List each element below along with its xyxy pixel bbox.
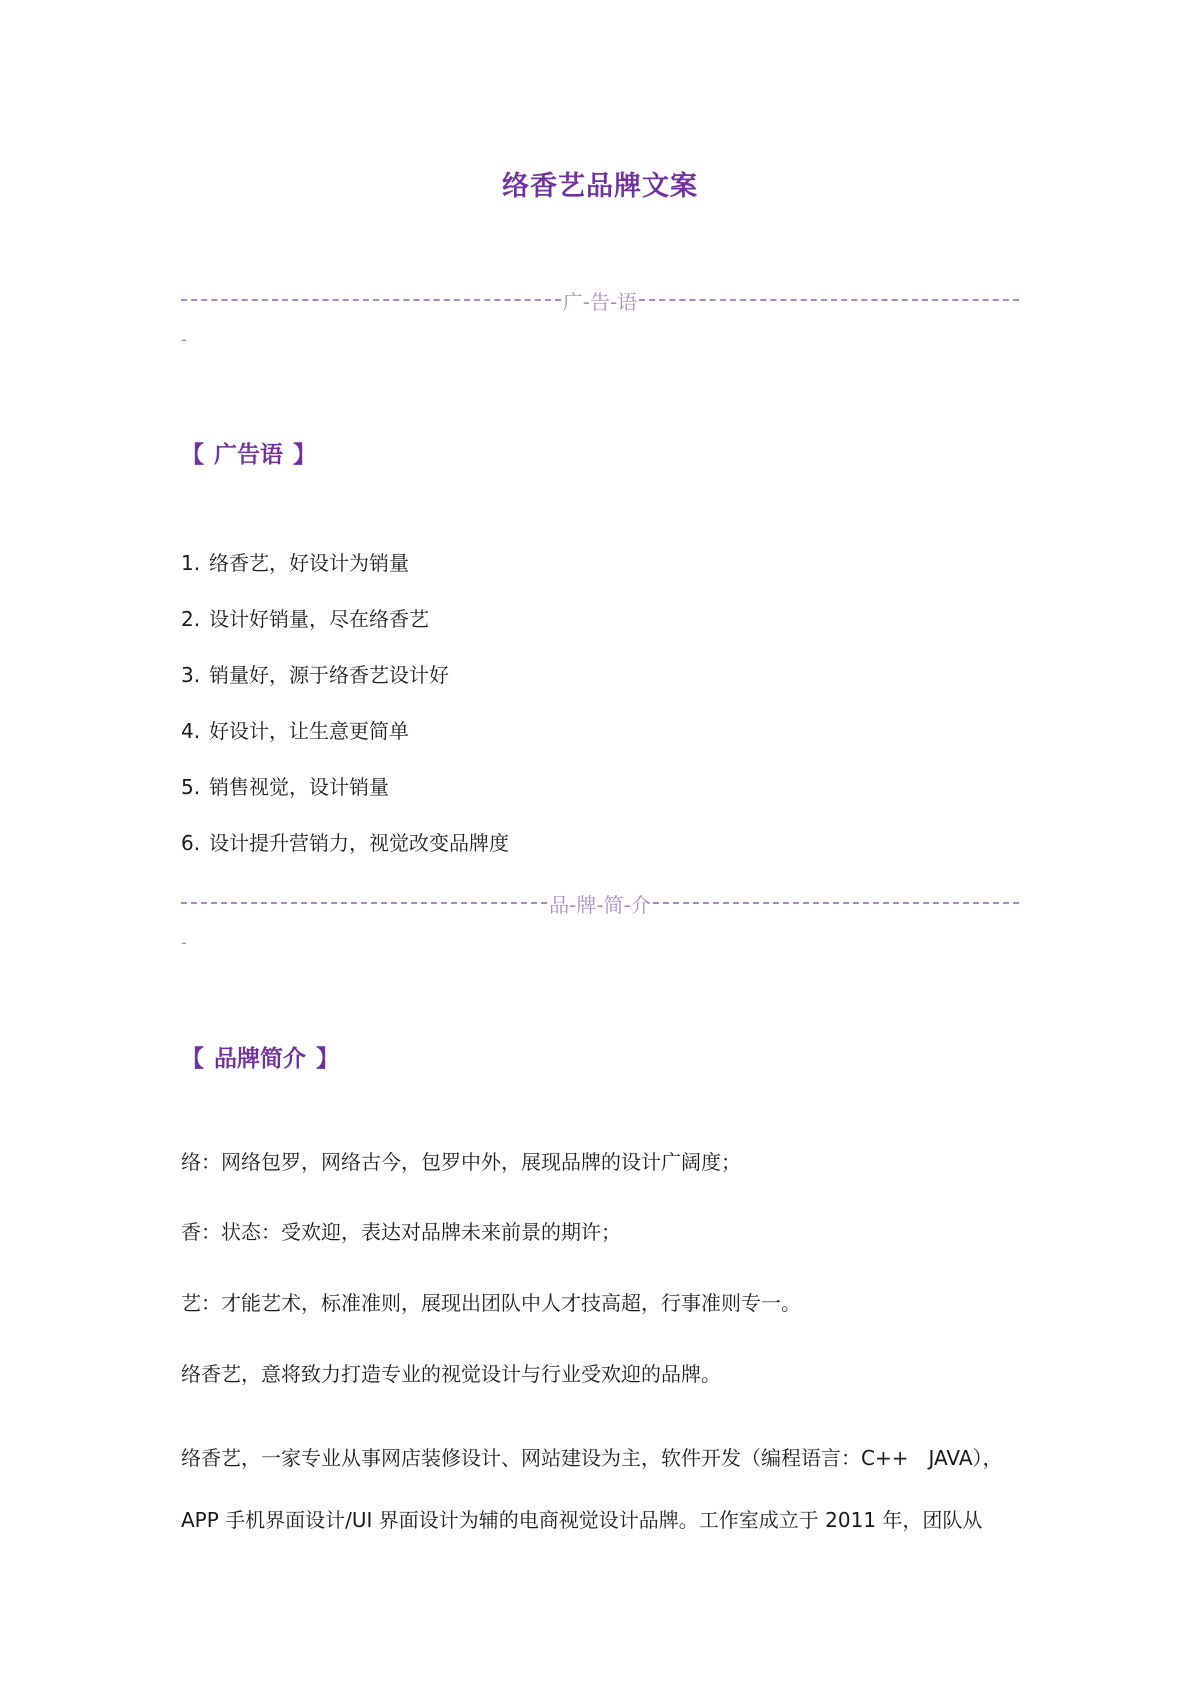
divider-dash-right	[653, 902, 1019, 904]
heading-open-bracket: 【	[181, 1046, 204, 1072]
divider-dash-left	[181, 902, 547, 904]
list-item	[181, 548, 509, 604]
brand-paragraph: 络香艺，意将致力打造专业的视觉设计与行业受欢迎的品牌。	[181, 1362, 721, 1386]
list-item-number: 1.	[181, 551, 201, 575]
brand-paragraph: 香：状态：受欢迎，表达对品牌未来前景的期许；	[181, 1220, 621, 1244]
slogan-heading	[181, 436, 316, 469]
divider-dash-left	[181, 299, 561, 301]
heading-close-bracket: 】	[316, 1046, 339, 1072]
slogan-list	[181, 548, 509, 884]
brand-paragraph: 艺：才能艺术，标准准则，展现出团队中人才技高超，行事准则专一。	[181, 1291, 801, 1315]
list-item-number: 4.	[181, 719, 201, 743]
list-item	[181, 660, 509, 716]
brand-paragraph: APP 手机界面设计/UI 界面设计为辅的电商视觉设计品牌。工作室成立于 2011 年，团队从	[181, 1508, 983, 1532]
list-item-number: 2.	[181, 607, 201, 631]
list-item	[181, 604, 509, 660]
list-item	[181, 828, 509, 884]
list-item-text: 销量好，源于络香艺设计好	[209, 663, 449, 687]
brand-divider	[181, 888, 1019, 918]
brand-heading-text: 品牌简介	[214, 1046, 306, 1072]
list-item-number: 3.	[181, 663, 201, 687]
brand-paragraph: 络：网络包罗，网络古今，包罗中外，展现品牌的设计广阔度；	[181, 1150, 741, 1174]
list-item-text: 设计好销量，尽在络香艺	[209, 607, 429, 631]
heading-close-bracket: 】	[293, 442, 316, 468]
slogan-divider-label: 广-告-语	[562, 289, 638, 314]
brand-heading	[181, 1040, 339, 1073]
list-item	[181, 716, 509, 772]
list-item-number: 5.	[181, 775, 201, 799]
list-item	[181, 772, 509, 828]
list-item-text: 络香艺，好设计为销量	[209, 551, 409, 575]
divider-dash-right	[639, 299, 1019, 301]
heading-open-bracket: 【	[181, 442, 204, 468]
list-item-text: 销售视觉，设计销量	[209, 775, 389, 799]
document-title: 络香艺品牌文案	[502, 171, 698, 202]
brand-divider-label: 品-牌-简-介	[549, 892, 651, 917]
slogan-heading-text: 广告语	[214, 442, 283, 468]
list-item-text: 设计提升营销力，视觉改变品牌度	[209, 831, 509, 855]
list-item-text: 好设计，让生意更简单	[209, 719, 409, 743]
slogan-divider-trail: -	[181, 330, 187, 349]
brand-divider-trail: -	[181, 933, 187, 952]
slogan-divider	[181, 285, 1019, 315]
list-item-number: 6.	[181, 831, 201, 855]
brand-paragraph: 络香艺，一家专业从事网店装修设计、网站建设为主，软件开发（编程语言：C++ JAVA），	[181, 1446, 1003, 1470]
